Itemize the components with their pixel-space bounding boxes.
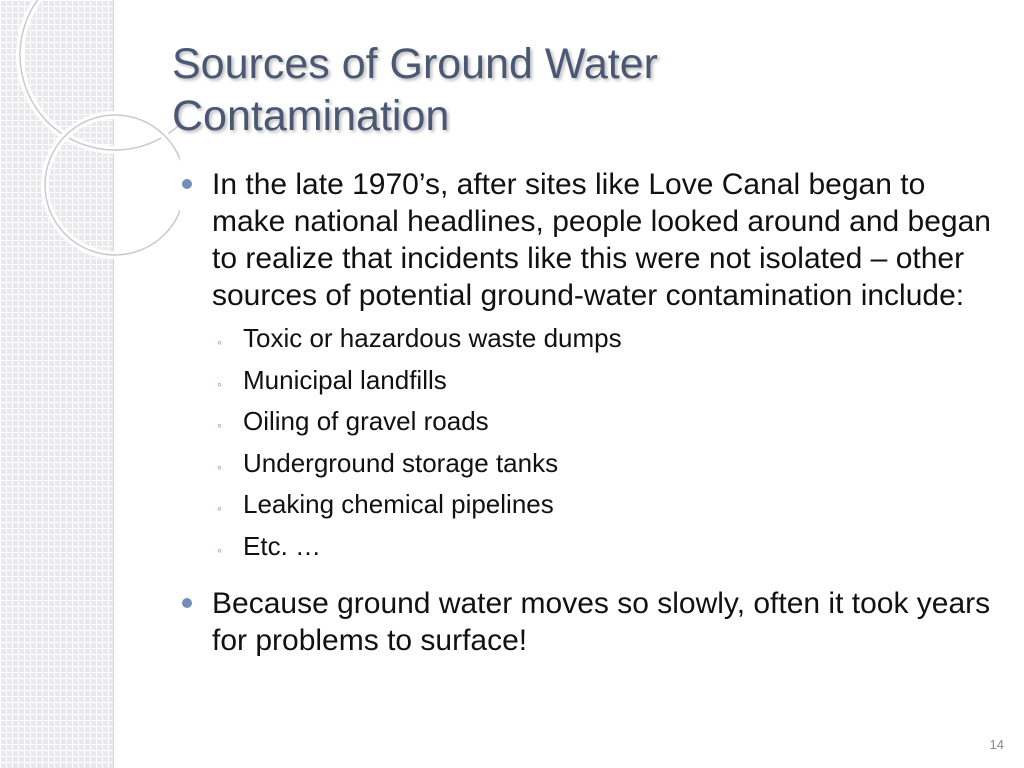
sub-bullet-item — [182, 407, 997, 449]
sub-bullet-text: Etc. … — [243, 530, 322, 561]
title-line-1: Sources of Ground Water — [172, 40, 658, 88]
bullet-text: Because ground water moves so slowly, often it took years for problems to surface! — [212, 587, 991, 657]
bullet-item — [182, 166, 997, 314]
bullet-item — [182, 585, 997, 659]
sub-bullet-list — [182, 324, 997, 573]
sub-bullet-text: Underground storage tanks — [243, 447, 559, 478]
sub-bullet-text: Municipal landfills — [243, 364, 447, 395]
sub-bullet-item — [182, 490, 997, 532]
sub-bullet-item — [182, 324, 997, 366]
sub-bullet-ring-icon: ◦ — [217, 334, 222, 350]
sub-bullet-ring-icon: ◦ — [217, 458, 222, 475]
sub-bullet-text: Oiling of gravel roads — [243, 406, 489, 436]
title-line-2: Contamination — [172, 92, 450, 140]
sub-bullet-item — [182, 366, 997, 408]
bullet-dot-icon — [182, 598, 192, 608]
sub-bullet-ring-icon: ◦ — [217, 541, 222, 558]
sub-bullet-ring-icon: ◦ — [217, 375, 222, 392]
slide-content — [182, 166, 997, 659]
sub-bullet-item — [182, 532, 997, 574]
page-number: 14 — [989, 737, 1004, 752]
sub-bullet-item — [182, 449, 997, 491]
bullet-dot-icon — [182, 179, 192, 189]
sub-bullet-ring-icon: ◦ — [217, 417, 222, 433]
sub-bullet-ring-icon: ◦ — [217, 500, 222, 516]
decorative-side-panel — [0, 0, 114, 768]
sub-bullet-text: Toxic or hazardous waste dumps — [243, 323, 622, 353]
slide-title — [172, 38, 972, 142]
sub-bullet-text: Leaking chemical pipelines — [243, 489, 554, 519]
bullet-text: In the late 1970’s, after sites like Love Canal began to make national headlines, people looked around and began to realize that incidents like this were not isolated – other sources of potential ground-water contamination include: — [212, 168, 991, 312]
